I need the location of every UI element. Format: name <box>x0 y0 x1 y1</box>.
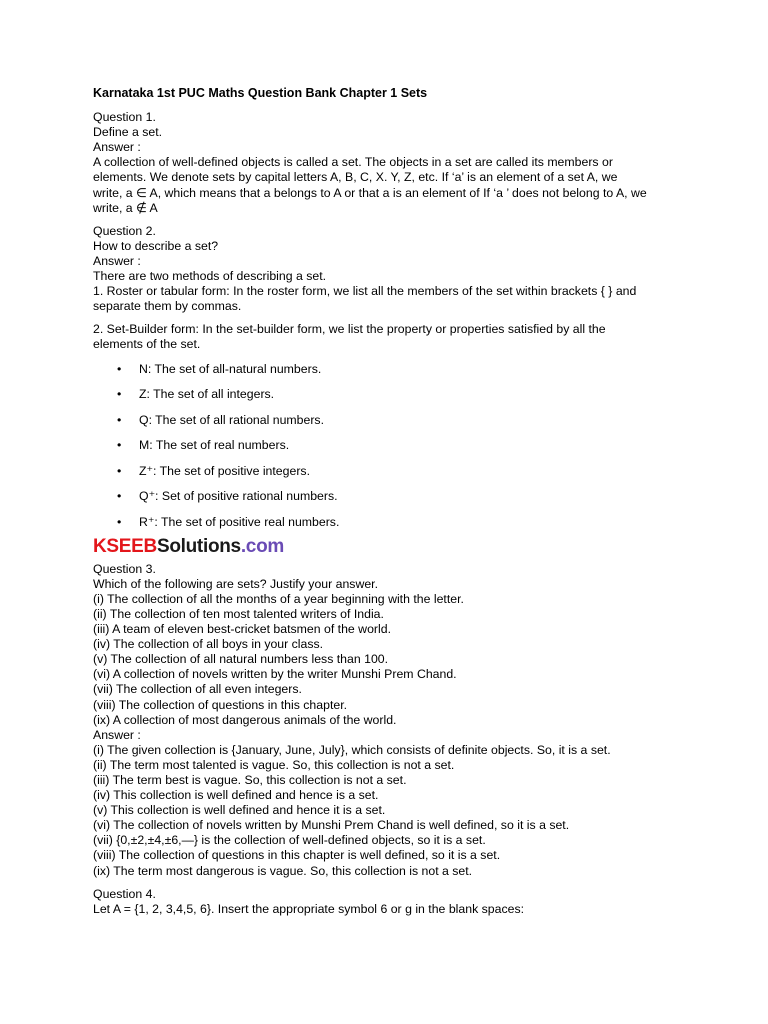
question-3-item: (vii) The collection of all even integers. <box>93 682 302 697</box>
list-item: • Z: The set of all integers. <box>117 387 275 402</box>
answer-3-item: (ix) The term most dangerous is vague. So, this collection is not a set. <box>93 863 473 878</box>
answer-3-item: (iv) This collection is well defined and hence is a set. <box>93 788 379 803</box>
question-3-item: (ix) A collection of most dangerous animals of the world. <box>93 712 397 727</box>
question-3-item: (ii) The collection of ten most talented writers of India. <box>93 606 384 621</box>
answer-3-item: (i) The given collection is {January, June, July}, which consists of definite objects. So, it is a set. <box>93 742 611 757</box>
question-3-item: (i) The collection of all the months of a year beginning with the letter. <box>93 591 464 606</box>
question-3-item: (vi) A collection of novels written by the writer Munshi Prem Chand. <box>93 667 457 682</box>
list-item: • R⁺: The set of positive real numbers. <box>117 515 340 530</box>
bullet-icon: • <box>117 387 122 402</box>
answer-2-intro: There are two methods of describing a set. <box>93 269 327 284</box>
answer-1-line: write, a ∉ A <box>93 200 158 215</box>
question-3-item: (viii) The collection of questions in this chapter. <box>93 697 348 712</box>
question-3-item: (iii) A team of eleven best-cricket batsmen of the world. <box>93 622 391 637</box>
roster-form-line: 1. Roster or tabular form: In the roster form, we list all the members of the set within brackets { } and <box>93 284 637 299</box>
question-2-text: How to describe a set? <box>93 238 219 253</box>
question-1-label: Question 1. <box>93 110 156 125</box>
question-4-text: Let A = {1, 2, 3,4,5, 6}. Insert the appropriate symbol 6 or g in the blank spaces: <box>93 901 525 916</box>
bullet-icon: • <box>117 489 122 504</box>
answer-3-label: Answer : <box>93 727 141 742</box>
bullet-icon: • <box>117 515 122 530</box>
question-1-block <box>93 110 733 216</box>
question-2-label: Question 2. <box>93 223 156 238</box>
list-item: • Q: The set of all rational numbers. <box>117 412 324 427</box>
logo-part-kseeb: KSEEB <box>93 535 157 557</box>
question-4-block <box>93 887 733 917</box>
question-3-text: Which of the following are sets? Justify your answer. <box>93 576 379 591</box>
answer-1-label: Answer : <box>93 140 141 155</box>
answer-2-label: Answer : <box>93 253 141 268</box>
answer-3-item: (vi) The collection of novels written by Munshi Prem Chand is well defined, so it is a set. <box>93 818 570 833</box>
answer-1-line: elements. We denote sets by capital letters A, B, C, X. Y, Z, etc. If ‘a’ is an element of a set A, we <box>93 170 618 185</box>
answer-3-item: (vii) {0,±2,±4,±6,—} is the collection of well-defined objects, so it is a set. <box>93 833 486 848</box>
question-2-block <box>93 224 733 541</box>
answer-1-line: write, a ∈ A, which means that a belongs to A or that a is an element of If ‘a ’ does not belong to A, we <box>93 185 647 200</box>
logo-part-com: .com <box>240 535 284 557</box>
answer-3-item: (v) This collection is well defined and hence it is a set. <box>93 803 386 818</box>
answer-3-item: (ii) The term most talented is vague. So, this collection is not a set. <box>93 757 455 772</box>
question-3-label: Question 3. <box>93 561 156 576</box>
set-builder-line: 2. Set-Builder form: In the set-builder form, we list the property or properties satisfied by all the <box>93 322 606 337</box>
bullet-icon: • <box>117 463 122 478</box>
bullet-icon: • <box>117 412 122 427</box>
question-3-item: (v) The collection of all natural numbers less than 100. <box>93 652 389 667</box>
question-3-item: (iv) The collection of all boys in your class. <box>93 637 324 652</box>
list-item: • Z⁺: The set of positive integers. <box>117 463 310 478</box>
list-item: • M: The set of real numbers. <box>117 438 290 453</box>
document-page <box>93 86 733 917</box>
document-title: Karnataka 1st PUC Maths Question Bank Chapter 1 Sets <box>93 86 428 100</box>
list-item: • N: The set of all-natural numbers. <box>117 361 322 376</box>
answer-3-item: (viii) The collection of questions in this chapter is well defined, so it is a set. <box>93 848 501 863</box>
question-4-label: Question 4. <box>93 886 156 901</box>
standard-sets-list <box>93 362 733 541</box>
bullet-icon: • <box>117 361 122 376</box>
bullet-icon: • <box>117 438 122 453</box>
set-builder-line: elements of the set. <box>93 337 201 352</box>
answer-3-item: (iii) The term best is vague. So, this collection is not a set. <box>93 772 407 787</box>
logo-part-solutions: Solutions <box>156 535 241 557</box>
question-3-block <box>93 562 733 879</box>
list-item: • Q⁺: Set of positive rational numbers. <box>117 489 338 504</box>
roster-form-line: separate them by commas. <box>93 299 242 314</box>
answer-1-line: A collection of well-defined objects is called a set. The objects in a set are called its members or <box>93 155 613 170</box>
question-1-text: Define a set. <box>93 125 163 140</box>
